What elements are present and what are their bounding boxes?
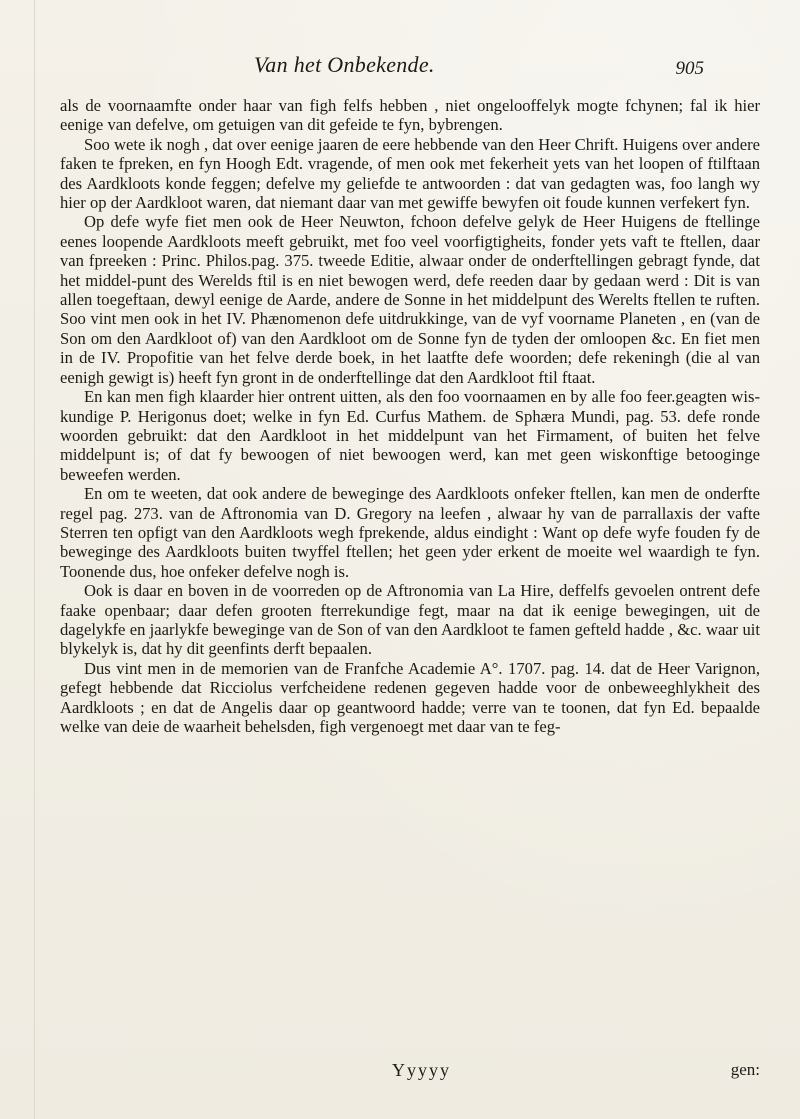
paragraph: Op defe wyfe fiet men ook de Heer Neuwton, fchoon defelve gelyk de Heer Huigens de ftellinge eenes loopende Aardkloots meeft gebruikt, met foo veel voorfigtigheits, fonder yets vaft te ftellen, daar van fpreeken : Princ. Philos.pag. 375. tweede Editie, alwaar onder de onderftellingen gebragt fynde, dat het middel-punt des Werelds ftil is en niet bewogen werd, defe reeden daar by gedaan werd : Dit is van allen toegeftaan, dewyl eenige de Aarde, andere de Sonne in het middelpunt des Werelts ftellen te ruften. Soo vint men ook in het IV. Phænomenon defe uitdrukkinge, van de vyf voorname Planeten , en (van de Son om den Aardkloot of) van den Aardkloot om de Sonne fyn de tyden der omloopen &c. En fiet men in de IV. Propofitie van het felve derde boek, in het laatfte defe woorden; defe rekeningh (die al van eenigh gewigt is) heeft fyn gront in de onderftellinge dat den Aardkloot ftil ftaat.: [60, 212, 760, 387]
page-footer: [60, 1060, 760, 1084]
paragraph: als de voornaamfte onder haar van figh felfs hebben , niet ongelooffelyk mogte fchynen; fal ik hier eenige van defelve, om getuigen van dit gefeide te fyn, bybrengen.: [60, 96, 760, 135]
paragraph: Ook is daar en boven in de voorreden op de Aftronomia van La Hire, deffelfs gevoelen ontrent defe faake openbaar; daar defen grooten fterrekundige fegt, maar na dat ik eenige bewegingen, uit de dagelykfe en jaarlykfe beweginge van de Son of van den Aardkloot te famen gefteld hadde , &c. waar uit blykelyk is, dat hy dit geenfints derft bepaalen.: [60, 581, 760, 659]
page-number: 905: [675, 58, 704, 79]
paragraph: En om te weeten, dat ook andere de beweginge des Aardkloots onfeker ftellen, kan men de onderfte regel pag. 273. van de Aftronomia van D. Gregory na leefen , alwaar hy van de parrallaxis der vafte Sterren ten opfigt van den Aardkloots wegh fprekende, aldus eindight : Want op defe wyfe fouden fy de beweginge des Aardkloots buiten twyffel ftellen; het geen yder erkent de moeite wel waardigh te fyn. Toonende dus, hoe onfeker defelve nogh is.: [60, 484, 760, 581]
signature-mark: Yyyyy: [392, 1060, 451, 1080]
body-text: [60, 96, 760, 736]
catchword: gen:: [730, 1060, 760, 1079]
paper-crease: [34, 0, 35, 1119]
paragraph: En kan men figh klaarder hier ontrent uitten, als den foo voornaamen en by alle foo feer.geagten wis-kundige P. Herigonus doet; welke in fyn Ed. Curfus Mathem. de Sphæra Mundi, pag. 53. defe ronde woorden gebruikt: dat den Aardkloot in het middelpunt van het Firmament, of buiten het felve middelpunt is; of dat fy bewoogen of niet bewoogen werd, kan met geen wiskonftige betooginge beweefen werden.: [60, 387, 760, 484]
running-title: Van het Onbekende.: [254, 52, 435, 77]
paragraph: Dus vint men in de memorien van de Franfche Academie A°. 1707. pag. 14. dat de Heer Varignon, gefegt hebbende dat Ricciolus verfcheidene redenen gegeven hadde voor de onbeweeghlykheit des Aardkloots ; en dat de Angelis daar op geantwoord hadde; verre van te toonen, dat fyn Ed. bepaalde welke van deie de waarheit behelsden, figh vergenoegt met daar van te feg-: [60, 658, 760, 736]
page-header: [254, 52, 704, 86]
paragraph: Soo wete ik nogh , dat over eenige jaaren de eere hebbende van den Heer Chrift. Huigens over andere faken te fpreken, en fyn Hoogh Edt. vragende, of men ook met fekerheit yets van het loopen of ftilftaan des Aardkloots konde feggen; defelve my geliefde te antwoorden : dat van gedagten was, foo langh wy hier op der Aardkloot waren, dat niemant daar van met gewiffe bewyfen oit foude kunnen verfekert fyn.: [60, 134, 760, 213]
